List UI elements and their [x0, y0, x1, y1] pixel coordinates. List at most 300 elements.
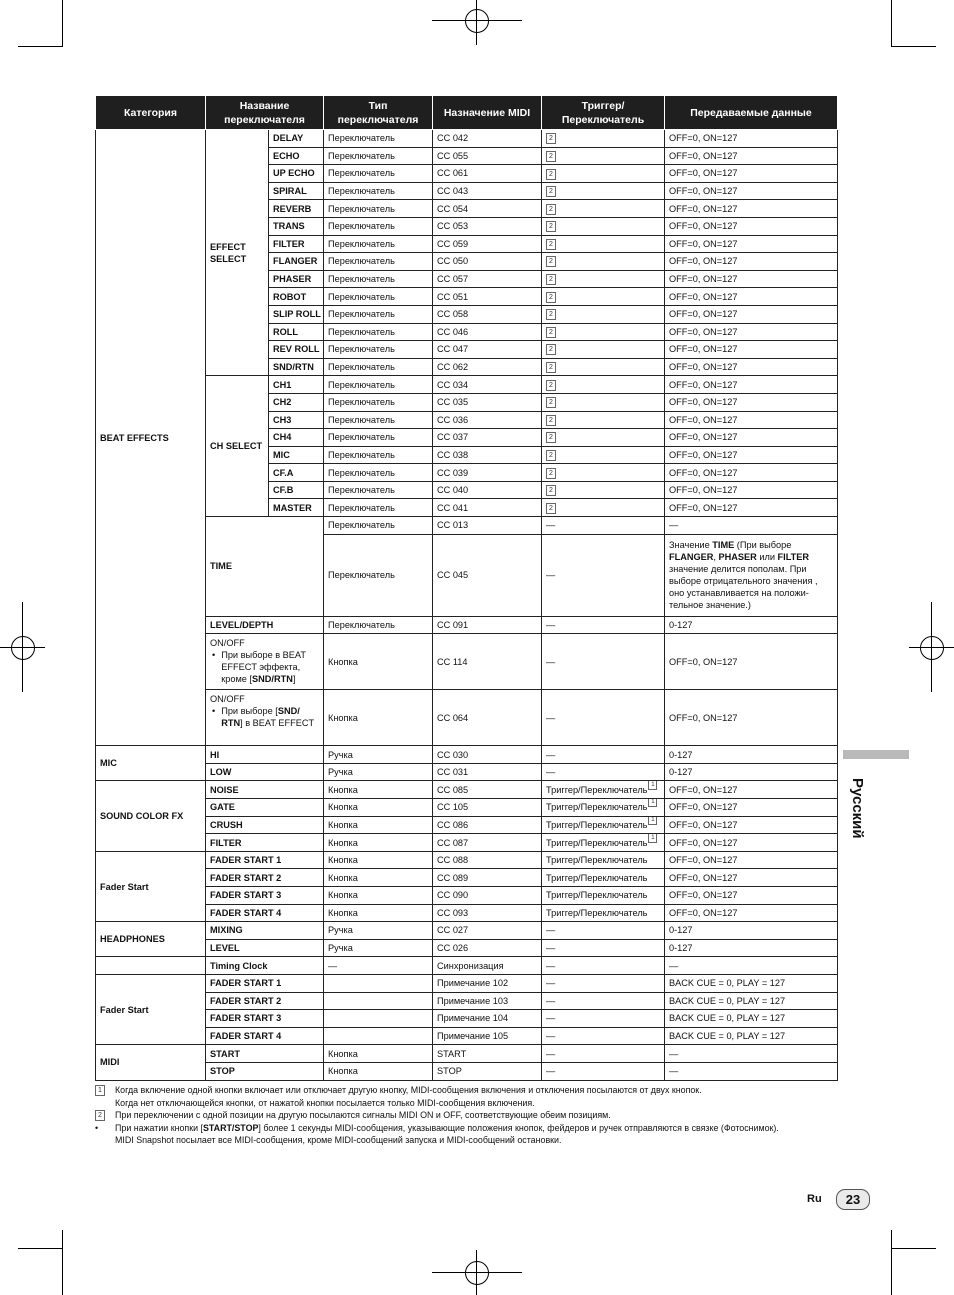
bullet: • — [212, 706, 216, 717]
transmitted-data-cell: — — [665, 1045, 838, 1063]
midi-assignment-cell: CC 039 — [433, 464, 542, 482]
footnote-2 — [95, 1109, 840, 1122]
switch-name-cell: REV ROLL — [269, 341, 324, 359]
trigger-cell: — — [542, 939, 665, 957]
trigger-cell — [542, 341, 665, 359]
midi-assignment-cell: CC 047 — [433, 341, 542, 359]
note-2-marker: 2 — [546, 309, 556, 320]
switch-type-cell: Переключатель — [324, 165, 433, 183]
note-2-marker: 2 — [546, 503, 556, 514]
group-cell: CH SELECT — [206, 376, 269, 517]
trigger-cell: — — [542, 517, 665, 535]
table-row — [96, 130, 838, 148]
switch-name-cell: CH4 — [269, 429, 324, 447]
table-row — [96, 517, 838, 535]
trigger-cell — [542, 799, 665, 817]
switch-type-cell: Переключатель — [324, 217, 433, 235]
switch-name-cell: STOP — [206, 1062, 324, 1080]
midi-assignment-cell: CC 034 — [433, 376, 542, 394]
midi-assignment-cell: CC 114 — [433, 634, 542, 690]
note-2-marker: 2 — [546, 133, 556, 144]
transmitted-data-cell: 0-127 — [665, 746, 838, 764]
transmitted-data-cell: — — [665, 517, 838, 535]
midi-assignment-cell: CC 058 — [433, 305, 542, 323]
transmitted-data-cell: OFF=0, ON=127 — [665, 464, 838, 482]
note-2-marker: 2 — [546, 344, 556, 355]
switch-name-cell: FADER START 1 — [206, 851, 324, 869]
note-1-marker: 1 — [95, 1085, 105, 1096]
midi-assignment-cell: Примечание 104 — [433, 1010, 542, 1028]
trigger-cell — [542, 781, 665, 799]
trigger-cell — [542, 411, 665, 429]
switch-type-cell: Переключатель — [324, 464, 433, 482]
midi-message-table — [95, 95, 838, 1081]
note-2-marker: 2 — [546, 169, 556, 180]
transmitted-data-cell: OFF=0, ON=127 — [665, 376, 838, 394]
switch-name-cell: FADER START 4 — [206, 1027, 324, 1045]
switch-name-cell: PHASER — [269, 270, 324, 288]
transmitted-data-cell — [665, 534, 838, 616]
switch-name-cell: ECHO — [269, 147, 324, 165]
table-row — [96, 957, 838, 975]
table-row — [96, 851, 838, 869]
note-3-text-b: ] более 1 секунды MIDI-сообщения, указывающие положения кнопок, фейдеров и ручек отправляются в связке (Фотоснимок). — [258, 1122, 779, 1133]
midi-assignment-cell: Синхронизация — [433, 957, 542, 975]
table-row — [96, 974, 838, 992]
transmitted-data-cell: 0-127 — [665, 763, 838, 781]
switch-type-cell: Переключатель — [324, 323, 433, 341]
sidebar-tab-bar — [843, 750, 909, 759]
switch-name-cell: FADER START 4 — [206, 904, 324, 922]
time-description-text: TIME — [712, 540, 735, 551]
midi-assignment-cell: CC 043 — [433, 182, 542, 200]
trigger-cell: — — [542, 974, 665, 992]
switch-type-cell: Переключатель — [324, 534, 433, 616]
midi-assignment-cell: CC 059 — [433, 235, 542, 253]
table-row — [96, 763, 838, 781]
table-row — [96, 690, 838, 746]
switch-type-cell: Переключатель — [324, 305, 433, 323]
switch-type-cell: Ручка — [324, 939, 433, 957]
category-cell: Fader Start — [96, 974, 206, 1044]
note-2-marker: 2 — [546, 327, 556, 338]
transmitted-data-cell: — — [665, 1062, 838, 1080]
note-3-text: При нажатии кнопки [ — [115, 1122, 203, 1133]
switch-name-cell: FADER START 3 — [206, 887, 324, 905]
trigger-cell — [542, 393, 665, 411]
note-2-marker: 2 — [546, 362, 556, 373]
time-description-text: FILTER — [777, 552, 810, 563]
transmitted-data-cell: OFF=0, ON=127 — [665, 816, 838, 834]
transmitted-data-cell: OFF=0, ON=127 — [665, 270, 838, 288]
trigger-cell — [542, 446, 665, 464]
transmitted-data-cell: OFF=0, ON=127 — [665, 834, 838, 852]
midi-assignment-cell: Примечание 102 — [433, 974, 542, 992]
table-row — [96, 869, 838, 887]
switch-name-cell: FADER START 2 — [206, 992, 324, 1010]
category-cell — [96, 957, 206, 975]
category-cell: Fader Start — [96, 851, 206, 921]
note-1-text-2: Когда нет отключающейся кнопки, от нажатой кнопки посылается только MIDI-сообщения включения. — [115, 1097, 535, 1108]
crop-mark — [62, 0, 63, 47]
switch-name-cell: DELAY — [269, 130, 324, 148]
switch-name-cell: TIME — [206, 517, 324, 617]
time-description-text: Значение — [669, 540, 713, 551]
midi-assignment-cell: CC 064 — [433, 690, 542, 746]
trigger-cell: Триггер/Переключатель — [542, 904, 665, 922]
switch-name-cell: REVERB — [269, 200, 324, 218]
midi-assignment-cell: CC 091 — [433, 616, 542, 634]
midi-assignment-cell: CC 050 — [433, 253, 542, 271]
switch-type-cell: Кнопка — [324, 904, 433, 922]
transmitted-data-cell: OFF=0, ON=127 — [665, 799, 838, 817]
note-2-text: При переключении с одной позиции на другую посылаются сигналы MIDI ON и OFF, соответствующие обеим позициям. — [115, 1110, 611, 1121]
footnotes — [95, 1084, 840, 1147]
transmitted-data-cell: OFF=0, ON=127 — [665, 341, 838, 359]
trigger-label: Триггер/Переключатель — [546, 819, 648, 830]
time-description-text: FLANGER — [669, 552, 714, 563]
midi-assignment-cell: Примечание 103 — [433, 992, 542, 1010]
switch-name-cell: MIXING — [206, 922, 324, 940]
switch-type-cell: Переключатель — [324, 358, 433, 376]
midi-assignment-cell: CC 040 — [433, 481, 542, 499]
midi-assignment-cell: CC 089 — [433, 869, 542, 887]
switch-type-cell: Переключатель — [324, 182, 433, 200]
midi-assignment-cell: CC 035 — [433, 393, 542, 411]
transmitted-data-cell: OFF=0, ON=127 — [665, 481, 838, 499]
switch-type-cell — [324, 1010, 433, 1028]
transmitted-data-cell: OFF=0, ON=127 — [665, 851, 838, 869]
switch-name-cell: FLANGER — [269, 253, 324, 271]
crop-mark — [62, 1230, 63, 1295]
midi-assignment-cell: START — [433, 1045, 542, 1063]
note-2-marker: 2 — [546, 186, 556, 197]
onoff-label: ON/OFF — [210, 694, 245, 705]
note-1-marker: 1 — [648, 799, 657, 808]
group-cell: EFFECT SELECT — [206, 130, 269, 376]
switch-type-cell: Переключатель — [324, 376, 433, 394]
transmitted-data-cell: OFF=0, ON=127 — [665, 358, 838, 376]
registration-circle — [465, 1261, 489, 1285]
switch-type-cell: Кнопка — [324, 851, 433, 869]
transmitted-data-cell: — — [665, 957, 838, 975]
midi-assignment-cell: CC 036 — [433, 411, 542, 429]
transmitted-data-cell: BACK CUE = 0, PLAY = 127 — [665, 974, 838, 992]
switch-name-cell: NOISE — [206, 781, 324, 799]
header-trigger-toggle: Триггер/ Переключатель — [542, 96, 665, 130]
switch-type-cell: Кнопка — [324, 887, 433, 905]
note-2-marker: 2 — [546, 256, 556, 267]
trigger-cell: — — [542, 957, 665, 975]
time-description-text: значение делится пополам. При выборе отрицательного значения , оно устанавливается на положи- тельное значение.) — [669, 564, 818, 611]
table-row — [96, 904, 838, 922]
trigger-cell — [542, 499, 665, 517]
switch-name-cell — [206, 634, 324, 690]
switch-name-cell: CRUSH — [206, 816, 324, 834]
midi-assignment-cell: CC 013 — [433, 517, 542, 535]
time-description-text: PHASER — [718, 552, 757, 563]
onoff-condition-text — [221, 705, 319, 729]
transmitted-data-cell: OFF=0, ON=127 — [665, 499, 838, 517]
table-row — [96, 616, 838, 634]
table-row — [96, 634, 838, 690]
midi-assignment-cell: CC 042 — [433, 130, 542, 148]
midi-assignment-cell: CC 030 — [433, 746, 542, 764]
table-row — [96, 1045, 838, 1063]
midi-assignment-cell: CC 055 — [433, 147, 542, 165]
transmitted-data-cell: OFF=0, ON=127 — [665, 411, 838, 429]
category-cell: MIDI — [96, 1045, 206, 1080]
transmitted-data-cell: OFF=0, ON=127 — [665, 147, 838, 165]
switch-type-cell: Переключатель — [324, 481, 433, 499]
switch-name-cell: Timing Clock — [206, 957, 324, 975]
trigger-cell — [542, 358, 665, 376]
table-header-row — [96, 96, 838, 130]
trigger-cell — [542, 235, 665, 253]
header-transmitted-data: Передаваемые данные — [665, 96, 838, 130]
midi-assignment-cell: CC 053 — [433, 217, 542, 235]
switch-type-cell: Переключатель — [324, 288, 433, 306]
switch-type-cell: Кнопка — [324, 690, 433, 746]
table-row — [96, 1027, 838, 1045]
switch-type-cell — [324, 1027, 433, 1045]
switch-type-cell: Переключатель — [324, 616, 433, 634]
transmitted-data-cell: OFF=0, ON=127 — [665, 130, 838, 148]
switch-name-cell: UP ECHO — [269, 165, 324, 183]
category-cell: BEAT EFFECTS — [96, 130, 206, 746]
trigger-cell — [542, 182, 665, 200]
category-cell: SOUND COLOR FX — [96, 781, 206, 851]
switch-name-cell: FADER START 2 — [206, 869, 324, 887]
midi-assignment-cell: CC 061 — [433, 165, 542, 183]
trigger-cell — [542, 130, 665, 148]
switch-type-cell: Кнопка — [324, 816, 433, 834]
switch-name-cell: CF.B — [269, 481, 324, 499]
table-row — [96, 816, 838, 834]
transmitted-data-cell: OFF=0, ON=127 — [665, 393, 838, 411]
switch-type-cell: Переключатель — [324, 429, 433, 447]
note-3-text-2: MIDI Snapshot посылает все MIDI-сообщения, кроме MIDI-сообщений запуска и MIDI-сообщений остановки. — [115, 1135, 562, 1146]
switch-name-cell: START — [206, 1045, 324, 1063]
note-2-marker: 2 — [546, 204, 556, 215]
transmitted-data-cell: OFF=0, ON=127 — [665, 253, 838, 271]
switch-type-cell: Ручка — [324, 763, 433, 781]
registration-circle — [920, 636, 944, 660]
trigger-cell: — — [542, 992, 665, 1010]
switch-type-cell: Переключатель — [324, 446, 433, 464]
midi-assignment-cell: CC 046 — [433, 323, 542, 341]
switch-type-cell: Кнопка — [324, 634, 433, 690]
switch-name-cell: HI — [206, 746, 324, 764]
table-row — [96, 1010, 838, 1028]
switch-name-cell: GATE — [206, 799, 324, 817]
category-cell: MIC — [96, 746, 206, 781]
note-2-marker: 2 — [546, 274, 556, 285]
midi-assignment-cell: CC 031 — [433, 763, 542, 781]
trigger-cell: — — [542, 1010, 665, 1028]
switch-type-cell: Ручка — [324, 922, 433, 940]
switch-type-cell: Ручка — [324, 746, 433, 764]
condition-text: При выборе [ — [221, 706, 278, 717]
switch-type-cell: Переключатель — [324, 499, 433, 517]
note-2-marker: 2 — [546, 485, 556, 496]
switch-name-cell: FADER START 1 — [206, 974, 324, 992]
switch-name-cell: SND/RTN — [269, 358, 324, 376]
midi-assignment-cell: CC 054 — [433, 200, 542, 218]
table-row — [96, 992, 838, 1010]
switch-name-cell: SLIP ROLL — [269, 305, 324, 323]
midi-assignment-cell: CC 037 — [433, 429, 542, 447]
condition-key: SND/ RTN — [221, 706, 300, 729]
switch-type-cell: Кнопка — [324, 781, 433, 799]
switch-type-cell: Переключатель — [324, 411, 433, 429]
trigger-cell — [542, 270, 665, 288]
trigger-label: Триггер/Переключатель — [546, 837, 648, 848]
switch-name-cell: ROBOT — [269, 288, 324, 306]
switch-name-cell: FILTER — [206, 834, 324, 852]
note-1-marker: 1 — [648, 781, 657, 790]
switch-type-cell — [324, 992, 433, 1010]
switch-type-cell: Переключатель — [324, 200, 433, 218]
switch-type-cell: Переключатель — [324, 270, 433, 288]
trigger-cell — [542, 834, 665, 852]
transmitted-data-cell: OFF=0, ON=127 — [665, 200, 838, 218]
trigger-cell: Триггер/Переключатель — [542, 869, 665, 887]
switch-name-cell: ROLL — [269, 323, 324, 341]
transmitted-data-cell: 0-127 — [665, 922, 838, 940]
switch-name-cell: SPIRAL — [269, 182, 324, 200]
switch-name-cell: CF.A — [269, 464, 324, 482]
note-2-marker: 2 — [546, 151, 556, 162]
transmitted-data-cell: OFF=0, ON=127 — [665, 165, 838, 183]
footnote-1 — [95, 1084, 840, 1109]
transmitted-data-cell: OFF=0, ON=127 — [665, 323, 838, 341]
trigger-cell: — — [542, 746, 665, 764]
midi-assignment-cell: CC 041 — [433, 499, 542, 517]
transmitted-data-cell: OFF=0, ON=127 — [665, 904, 838, 922]
trigger-cell: — — [542, 690, 665, 746]
midi-assignment-cell: CC 045 — [433, 534, 542, 616]
trigger-cell — [542, 323, 665, 341]
transmitted-data-cell: OFF=0, ON=127 — [665, 217, 838, 235]
table-row — [96, 799, 838, 817]
page-number: 23 — [836, 1189, 870, 1210]
switch-type-cell: Переключатель — [324, 341, 433, 359]
switch-name-cell: MIC — [269, 446, 324, 464]
switch-type-cell: Кнопка — [324, 1045, 433, 1063]
switch-name-cell: TRANS — [269, 217, 324, 235]
transmitted-data-cell: BACK CUE = 0, PLAY = 127 — [665, 1027, 838, 1045]
table-row — [96, 922, 838, 940]
midi-assignment-cell: CC 062 — [433, 358, 542, 376]
transmitted-data-cell: OFF=0, ON=127 — [665, 305, 838, 323]
time-description-text: (При выборе — [734, 540, 792, 551]
midi-assignment-cell: CC 057 — [433, 270, 542, 288]
onoff-label: ON/OFF — [210, 638, 245, 649]
trigger-cell — [542, 376, 665, 394]
trigger-cell — [542, 288, 665, 306]
table-row — [96, 939, 838, 957]
transmitted-data-cell: 0-127 — [665, 616, 838, 634]
crop-mark — [891, 1230, 892, 1295]
transmitted-data-cell: OFF=0, ON=127 — [665, 887, 838, 905]
category-cell: HEADPHONES — [96, 922, 206, 957]
switch-type-cell: Кнопка — [324, 1062, 433, 1080]
transmitted-data-cell: OFF=0, ON=127 — [665, 288, 838, 306]
switch-type-cell: — — [324, 957, 433, 975]
time-description-text: , — [713, 552, 719, 563]
midi-assignment-cell: Примечание 105 — [433, 1027, 542, 1045]
table-row — [96, 1062, 838, 1080]
trigger-cell: — — [542, 1027, 665, 1045]
note-2-marker: 2 — [546, 432, 556, 443]
header-category: Категория — [96, 96, 206, 130]
note-2-marker: 2 — [546, 221, 556, 232]
transmitted-data-cell: BACK CUE = 0, PLAY = 127 — [665, 992, 838, 1010]
switch-type-cell: Переключатель — [324, 253, 433, 271]
trigger-cell — [542, 481, 665, 499]
crop-mark — [18, 1248, 63, 1249]
header-switch-type: Тип переключателя — [324, 96, 433, 130]
switch-name-cell: CH1 — [269, 376, 324, 394]
midi-assignment-cell: CC 086 — [433, 816, 542, 834]
trigger-label: Триггер/Переключатель — [546, 784, 648, 795]
crop-mark — [18, 46, 63, 47]
switch-type-cell: Переключатель — [324, 393, 433, 411]
switch-name-cell: CH3 — [269, 411, 324, 429]
note-2-marker: 2 — [95, 1110, 105, 1121]
trigger-cell — [542, 305, 665, 323]
switch-name-cell: LEVEL/DEPTH — [206, 616, 324, 634]
trigger-cell: — — [542, 1062, 665, 1080]
note-1-marker: 1 — [648, 816, 657, 825]
midi-assignment-cell: CC 088 — [433, 851, 542, 869]
crop-mark — [891, 0, 892, 47]
note-2-marker: 2 — [546, 380, 556, 391]
registration-circle — [11, 636, 35, 660]
trigger-cell — [542, 464, 665, 482]
switch-name-cell — [206, 690, 324, 746]
onoff-condition-text — [221, 649, 319, 685]
trigger-cell: Триггер/Переключатель — [542, 851, 665, 869]
header-midi-assignment: Назначение MIDI — [433, 96, 542, 130]
trigger-cell: — — [542, 634, 665, 690]
transmitted-data-cell: OFF=0, ON=127 — [665, 690, 838, 746]
trigger-cell — [542, 147, 665, 165]
midi-assignment-cell: CC 087 — [433, 834, 542, 852]
sidebar-language-label: Русский — [849, 778, 866, 839]
switch-type-cell: Переключатель — [324, 517, 433, 535]
trigger-cell: — — [542, 763, 665, 781]
table-row — [96, 746, 838, 764]
note-2-marker: 2 — [546, 397, 556, 408]
transmitted-data-cell: OFF=0, ON=127 — [665, 869, 838, 887]
switch-name-cell: MASTER — [269, 499, 324, 517]
transmitted-data-cell: OFF=0, ON=127 — [665, 235, 838, 253]
crop-mark — [891, 46, 936, 47]
note-1-text: Когда включение одной кнопки включает или отключает другую кнопку, MIDI-сообщения включения и отключения посылаются от двух кнопок. — [115, 1085, 702, 1095]
note-1-marker: 1 — [648, 834, 657, 843]
table-row — [96, 781, 838, 799]
transmitted-data-cell: OFF=0, ON=127 — [665, 781, 838, 799]
switch-type-cell: Кнопка — [324, 799, 433, 817]
midi-assignment-cell: CC 051 — [433, 288, 542, 306]
switch-type-cell: Переключатель — [324, 147, 433, 165]
footer-language-code: Ru — [807, 1193, 822, 1205]
header-switch-name: Название переключателя — [206, 96, 324, 130]
table-row — [96, 834, 838, 852]
transmitted-data-cell: OFF=0, ON=127 — [665, 182, 838, 200]
